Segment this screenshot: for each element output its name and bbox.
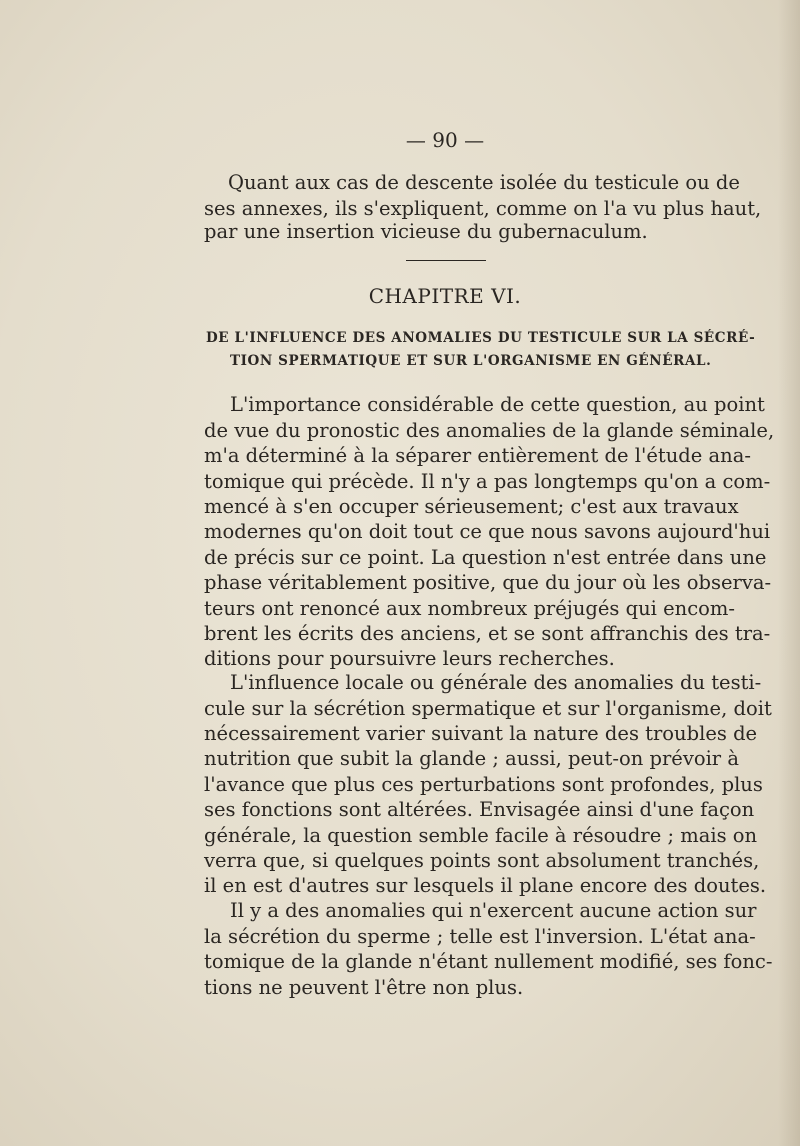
text-line: tomique de la glande n'étant nullement modifié, ses fonc- bbox=[204, 950, 773, 973]
text-line: L'influence locale ou générale des anomalies du testi- bbox=[230, 671, 762, 694]
text-line: Il y a des anomalies qui n'exercent aucune action sur bbox=[230, 899, 757, 922]
text-line: Quant aux cas de descente isolée du testicule ou de bbox=[228, 171, 740, 194]
page-edge-shadow bbox=[778, 0, 800, 1146]
text-line: de précis sur ce point. La question n'est entrée dans une bbox=[204, 546, 767, 569]
text-line: ses annexes, ils s'expliquent, comme on l'a vu plus haut, bbox=[204, 197, 762, 220]
text-line: teurs ont renoncé aux nombreux préjugés qui encom- bbox=[204, 597, 735, 620]
text-line: il en est d'autres sur lesquels il plane encore des doutes. bbox=[204, 874, 767, 897]
text-line: nécessairement varier suivant la nature des troubles de bbox=[204, 722, 758, 745]
text-line: l'avance que plus ces perturbations sont profondes, plus bbox=[204, 773, 763, 796]
text-line: ses fonctions sont altérées. Envisagée ainsi d'une façon bbox=[204, 798, 755, 821]
text-line: nutrition que subit la glande ; aussi, peut-on prévoir à bbox=[204, 747, 739, 770]
text-line: tions ne peuvent l'être non plus. bbox=[204, 976, 524, 999]
text-line: la sécrétion du sperme ; telle est l'inversion. L'état ana- bbox=[204, 925, 756, 948]
text-line: verra que, si quelques points sont absolument tranchés, bbox=[204, 849, 760, 872]
chapter-subtitle-line-1: DE L'INFLUENCE DES ANOMALIES DU TESTICULE SUR LA SÉCRÉ- bbox=[206, 330, 756, 346]
text-line: par une insertion vicieuse du gubernaculum. bbox=[204, 220, 648, 243]
text-line: ditions pour poursuivre leurs recherches. bbox=[204, 647, 615, 670]
text-line: tomique qui précède. Il n'y a pas longtemps qu'on a com- bbox=[204, 470, 771, 493]
text-line: cule sur la sécrétion spermatique et sur l'organisme, doit bbox=[204, 697, 772, 720]
text-line: de vue du pronostic des anomalies de la glande séminale, bbox=[204, 419, 775, 442]
chapter-subtitle-line-2: TION SPERMATIQUE ET SUR L'ORGANISME EN GÉNÉRAL. bbox=[230, 353, 712, 369]
chapter-title: CHAPITRE VI. bbox=[368, 284, 522, 308]
text-line: brent les écrits des anciens, et se sont affranchis des tra- bbox=[204, 622, 771, 645]
text-line: modernes qu'on doit tout ce que nous savons aujourd'hui bbox=[204, 520, 771, 543]
text-line: mencé à s'en occuper sérieusement; c'est aux travaux bbox=[204, 495, 739, 518]
text-line: générale, la question semble facile à résoudre ; mais on bbox=[204, 824, 758, 847]
text-line: m'a déterminé à la séparer entièrement de l'étude ana- bbox=[204, 444, 751, 467]
page-number: — 90 — bbox=[405, 128, 485, 152]
text-line: L'importance considérable de cette question, au point bbox=[230, 393, 765, 416]
section-divider bbox=[406, 260, 486, 261]
text-line: phase véritablement positive, que du jour où les observa- bbox=[204, 571, 772, 594]
